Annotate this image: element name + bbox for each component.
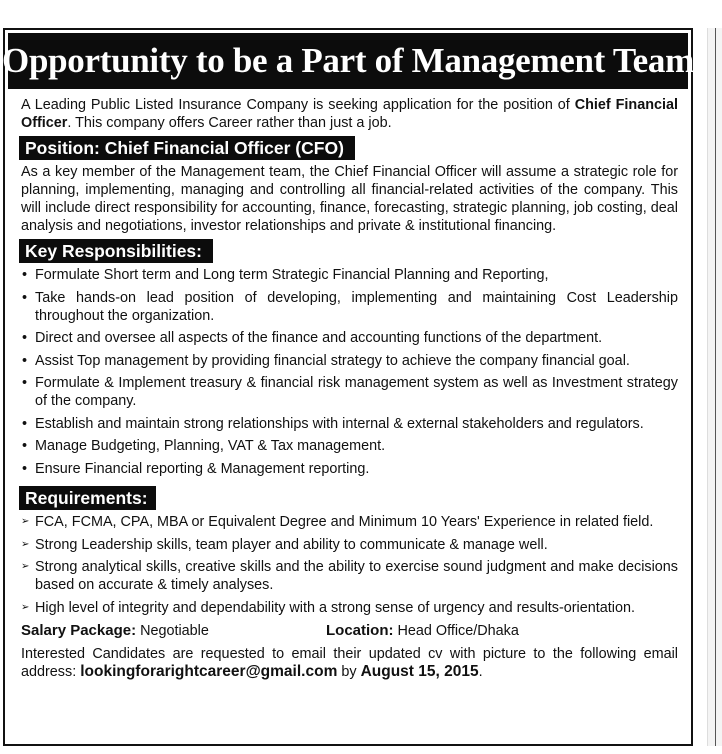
responsibility-item: • Assist Top management by providing financial strategy to achieve the company financial goal. [21, 352, 678, 370]
responsibility-item: • Manage Budgeting, Planning, VAT & Tax management. [21, 437, 678, 455]
requirements-heading: Requirements: [19, 486, 156, 510]
intro-position-name: Chief Financial Officer [21, 97, 678, 131]
position-heading: Position: Chief Financial Officer (CFO) [19, 136, 355, 160]
location-label: Location: [326, 622, 394, 639]
responsibility-item: • Formulate & Implement treasury & financial risk management system as well as Investment strategy of the company. [21, 374, 678, 410]
requirements-list [21, 513, 678, 617]
column-divider [715, 28, 716, 746]
contact-email[interactable]: lookingforarightcareer@gmail.com [80, 663, 338, 680]
responsibility-item: • Take hands-on lead position of developing, implementing and maintaining Cost Leadership throughout the organization. [21, 289, 678, 325]
location-value: Head Office/Dhaka [397, 623, 519, 639]
salary-label: Salary Package: [21, 622, 137, 639]
salary-location-row [21, 621, 678, 641]
job-advertisement [3, 28, 693, 746]
ad-body [8, 89, 688, 681]
ad-title: Opportunity to be a Part of Management Team [8, 33, 688, 89]
intro-text-before: A Leading Public Listed Insurance Company is seeking application for the position of [21, 97, 575, 113]
requirement-item: ➢ FCA, FCMA, CPA, MBA or Equivalent Degree and Minimum 10 Years' Experience in related field. [21, 513, 678, 531]
salary-value: Negotiable [140, 623, 209, 639]
closing-text-middle: by [337, 664, 361, 680]
closing-text-before: Interested Candidates are requested to email their updated cv with picture to the following email address: [21, 646, 678, 680]
responsibility-item: • Establish and maintain strong relationships with internal & external stakeholders and regulators. [21, 415, 678, 433]
responsibility-item: • Formulate Short term and Long term Strategic Financial Planning and Reporting, [21, 266, 678, 284]
requirement-item: ➢ High level of integrity and dependability with a strong sense of urgency and results-orientation. [21, 599, 678, 617]
responsibility-item: • Ensure Financial reporting & Management reporting. [21, 460, 678, 478]
application-instructions [21, 645, 678, 681]
intro-text-after: . This company offers Career rather than just a job. [67, 115, 392, 131]
application-deadline: August 15, 2015 [360, 663, 479, 680]
requirement-item: ➢ Strong analytical skills, creative skills and the ability to exercise sound judgment and make decisions based on accurate & timely analyses. [21, 558, 678, 594]
job-location [326, 621, 519, 641]
requirement-item: ➢ Strong Leadership skills, team player and ability to communicate & manage well. [21, 536, 678, 554]
position-description: As a key member of the Management team, the Chief Financial Officer will assume a strategic role for planning, implementing, managing and controlling all financial-related activities of the company. This will include direct responsibility for accounting, finance, forecasting, strategic planning, job costing, deal analysis and negotiations, investor relationships and private & institutional financing. [21, 164, 678, 234]
responsibilities-list [21, 266, 678, 478]
salary-package [21, 621, 326, 641]
responsibilities-heading: Key Responsibilities: [19, 239, 213, 263]
intro-paragraph [21, 96, 678, 132]
closing-text-after: . [478, 664, 483, 680]
responsibility-item: • Direct and oversee all aspects of the finance and accounting functions of the department. [21, 329, 678, 347]
